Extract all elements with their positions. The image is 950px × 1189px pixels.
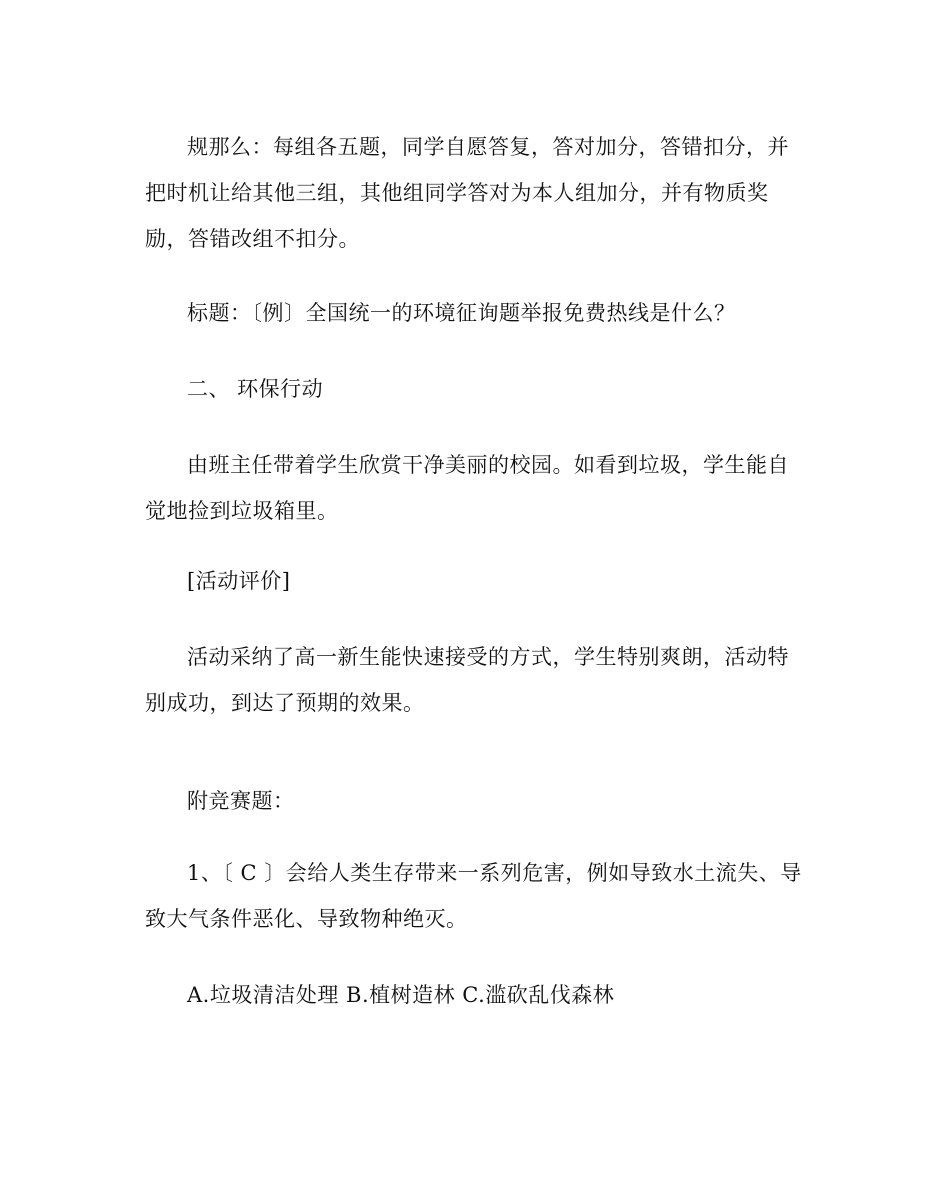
quiz-heading: 附竞赛题： — [187, 789, 295, 813]
section-heading-environmental-action: 二、 环保行动 — [187, 377, 324, 401]
campus-activity-paragraph: 由班主任带着学生欣赏干净美丽的校园。如看到垃圾，学生能自觉地捡到垃圾箱里。 — [145, 453, 789, 523]
rules-paragraph: 规那么：每组各五题，同学自愿答复，答对加分，答错扣分，并把时机让给其他三组，其他组同学答对为本人组加分，并有物质奖励，答错改组不扣分。 — [145, 135, 789, 251]
quiz-question-1: 1、〔 C 〕会给人类生存带来一系列危害，例如导致水土流失、导致大气条件恶化、导致物种绝灭。 — [145, 861, 802, 931]
activity-evaluation-heading: [活动评价] — [187, 569, 291, 593]
example-question-paragraph: 标题：〔例〕全国统一的环境征询题举报免费热线是什么？ — [187, 301, 736, 325]
quiz-question-1-options: A.垃圾清洁处理 B.植树造林 C.滥砍乱伐森林 — [187, 983, 615, 1007]
evaluation-paragraph: 活动采纳了高一新生能快速接受的方式，学生特别爽朗，活动特别成功，到达了预期的效果。 — [145, 645, 789, 715]
